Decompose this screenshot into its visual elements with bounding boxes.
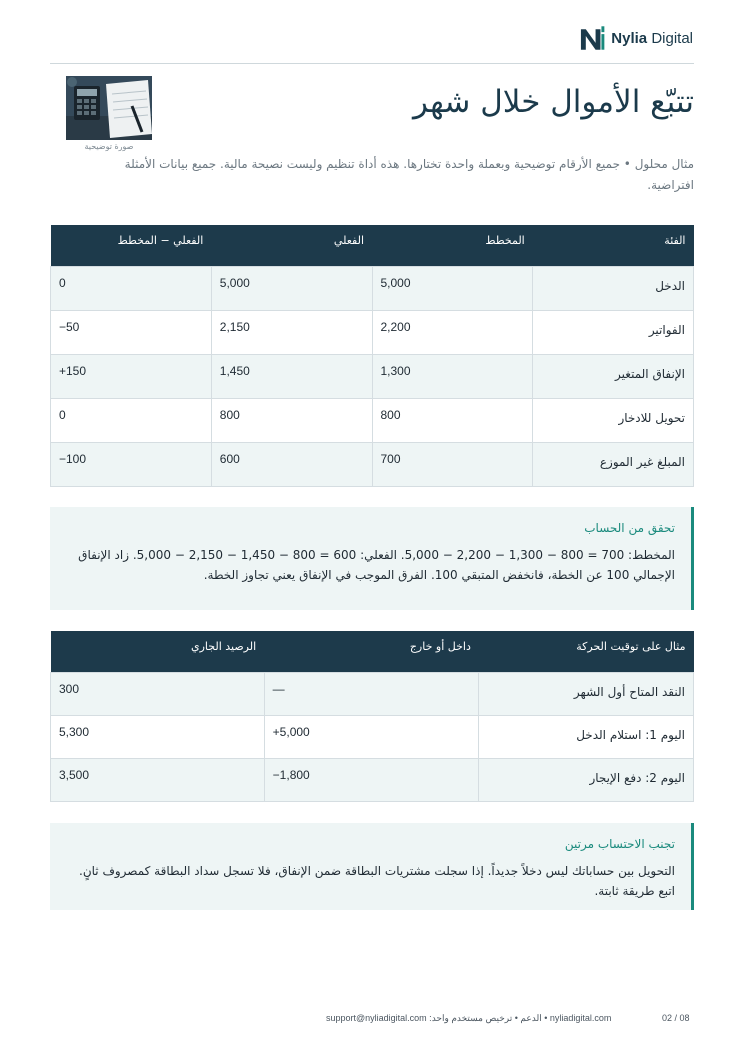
page-subtitle: مثال محلول • جميع الأرقام توضيحية وبعملة واحدة تختارها. هذه أداة تنظيم وليست نصيحة مالية. جميع بيانات الأمثلة افتراضية.	[124, 157, 694, 192]
column-header-planned: المخطط	[372, 225, 533, 266]
balance-cell: 300	[51, 672, 265, 715]
page-number: 02 / 08	[662, 1013, 690, 1023]
flow-cell: —	[264, 672, 479, 715]
planned-cell: 700	[372, 442, 533, 486]
photo-caption: صورة توضيحية	[84, 142, 134, 151]
timing-table-header	[51, 631, 694, 672]
math-check-body: المخطط: 700 = 800 − 1,300 − 2,200 − 5,000. الفعلي: 600 = 800 − 1,450 − 2,150 − 5,000. زاد الإنفاق الإجمالي 100 عن الخطة، فانخفض المتبقي 100. الفرق الموجب في الإنفاق يعني تجاوز الخطة.	[78, 548, 675, 582]
double-counting-body: التحويل بين حساباتك ليس دخلاً جديداً. إذا سجلت مشتريات البطاقة ضمن الإنفاق، فلا تسجل سداد البطاقة كمصروف ثانٍ. اتبع طريقة ثابتة.	[79, 864, 675, 898]
difference-cell: −50	[51, 310, 212, 354]
planned-cell: 5,000	[372, 266, 533, 310]
flow-cell: +5,000	[264, 715, 479, 758]
table-row	[51, 758, 694, 801]
category-cell: المبلغ غير الموزع	[533, 442, 694, 486]
difference-cell: 0	[51, 266, 212, 310]
table-row	[51, 715, 694, 758]
column-header-difference: الفعلي − المخطط	[51, 225, 212, 266]
planned-cell: 800	[372, 398, 533, 442]
table-row	[51, 354, 694, 398]
category-cell: الفواتير	[533, 310, 694, 354]
actual-cell: 2,150	[211, 310, 372, 354]
table-row	[51, 442, 694, 486]
event-cell: اليوم 2: دفع الإيجار	[479, 758, 694, 801]
column-header-category: الفئة	[533, 225, 694, 266]
actual-cell: 1,450	[211, 354, 372, 398]
actual-cell: 5,000	[211, 266, 372, 310]
nylia-logo-icon	[578, 23, 607, 53]
table-row	[51, 398, 694, 442]
balance-cell: 5,300	[51, 715, 265, 758]
double-counting-title: تجنب الاحتساب مرتين	[564, 837, 675, 851]
event-cell: النقد المتاح أول الشهر	[479, 672, 694, 715]
budget-table	[50, 225, 694, 487]
balance-cell: 3,500	[51, 758, 265, 801]
actual-cell: 800	[211, 398, 372, 442]
budget-table-header	[51, 225, 694, 266]
column-header-event: مثال على توقيت الحركة	[479, 631, 694, 672]
category-cell: الدخل	[533, 266, 694, 310]
brand-name: Nylia Digital	[611, 29, 693, 47]
table-row	[51, 266, 694, 310]
actual-cell: 600	[211, 442, 372, 486]
footer-text: support@nyliadigital.com :الدعم • ترخيص مستخدم واحد • nyliadigital.com	[326, 1013, 612, 1023]
column-header-balance: الرصيد الجاري	[51, 631, 265, 672]
difference-cell: −100	[51, 442, 212, 486]
header-divider	[50, 63, 694, 64]
double-counting-note	[50, 823, 694, 910]
math-check-note	[50, 507, 694, 610]
difference-cell: 0	[51, 398, 212, 442]
planned-cell: 2,200	[372, 310, 533, 354]
column-header-actual: الفعلي	[211, 225, 372, 266]
page-title: تتبّع الأموال خلال شهر	[413, 84, 694, 120]
illustrative-photo	[66, 76, 152, 140]
difference-cell: +150	[51, 354, 212, 398]
timing-table	[50, 631, 694, 802]
category-cell: الإنفاق المتغير	[533, 354, 694, 398]
category-cell: تحويل للادخار	[533, 398, 694, 442]
table-row	[51, 672, 694, 715]
column-header-flow: داخل أو خارج	[264, 631, 479, 672]
desk-calculator-icon	[66, 76, 152, 140]
table-row	[51, 310, 694, 354]
flow-cell: −1,800	[264, 758, 479, 801]
event-cell: اليوم 1: استلام الدخل	[479, 715, 694, 758]
math-check-title: تحقق من الحساب	[584, 521, 675, 535]
planned-cell: 1,300	[372, 354, 533, 398]
brand-logo	[578, 22, 693, 54]
